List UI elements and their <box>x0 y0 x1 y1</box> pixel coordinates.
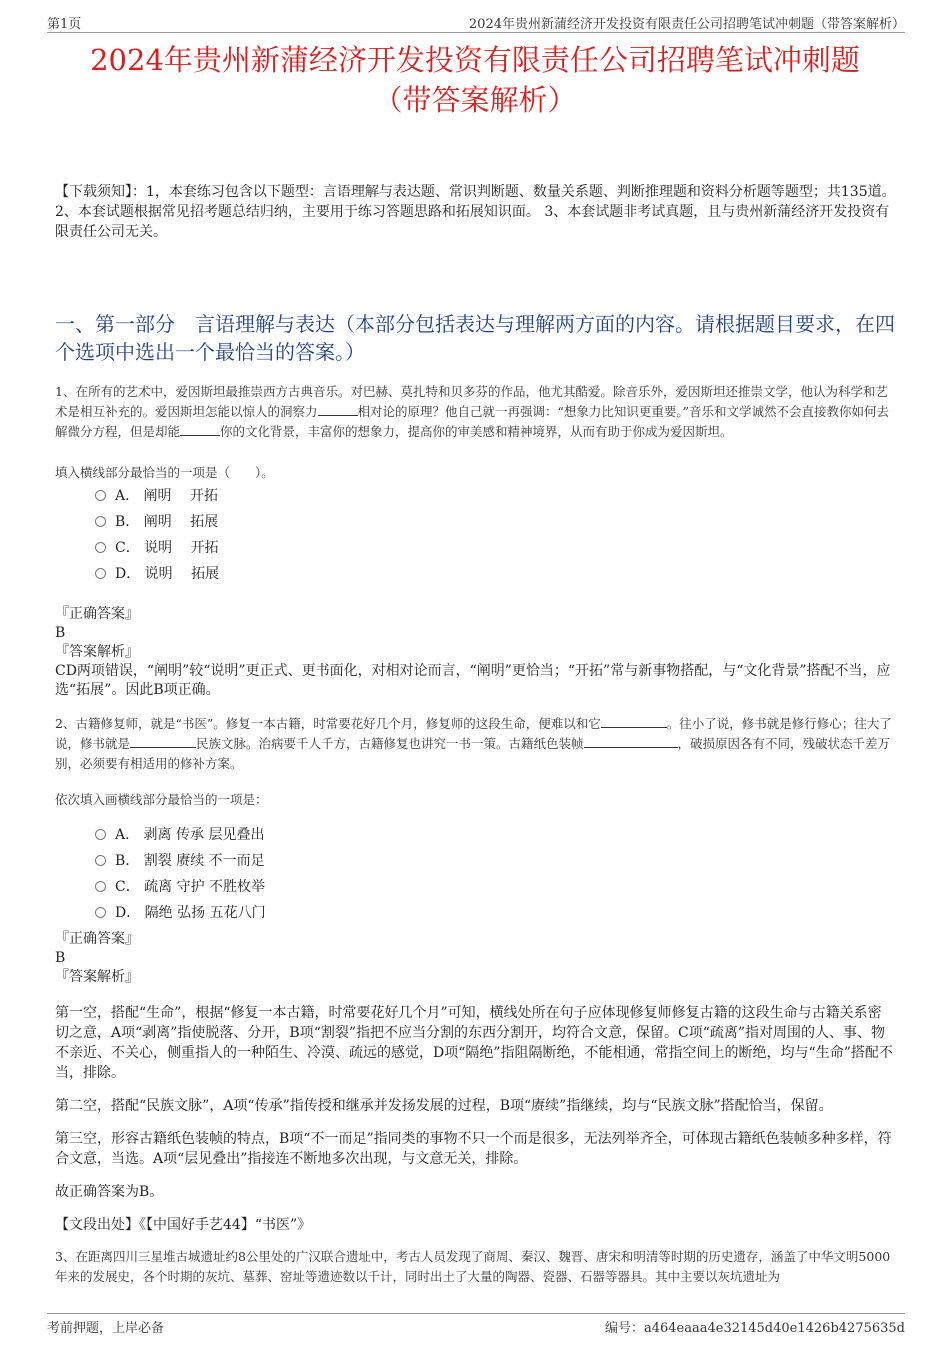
answer-label: 『正确答案』 <box>55 931 139 947</box>
document-title <box>40 40 910 120</box>
question-3-stem: 3、在距离四川三星堆古城遗址约8公里处的广汉联合遗址中，考古人员发现了商周、秦汉、魏晋、唐宋和明清等时期的历史遗存，涵盖了中华文明5000年来的发展史，各个时期的灰坑、墓葬、窑址等遗迹数以千计，同时出土了大量的陶器、瓷器、石器等器具。其中主要以灰坑遗址为 <box>55 1249 891 1284</box>
radio-icon[interactable] <box>95 829 106 840</box>
question-2-stem: 2、古籍修复师，就是“书医”。修复一本古籍，时常要花好几个月，修复师的这段生命，便难以和它 。往小了说，修书就是修行修心；往大了说，修书就是 民族文脉。治病要千人千方，古籍修复也讲究一书一策。古籍纸色装帧 ，破损原因各有不同，残破状态千差万别，必须要有相适用的修补方案。 <box>55 716 892 771</box>
option-c[interactable]: C． 说明 开拓 <box>95 537 495 563</box>
question-2-answer <box>55 930 900 987</box>
option-a[interactable]: A． 剥离 传承 层见叠出 <box>95 824 495 850</box>
footer-slogan: 考前押题，上岸必备 <box>47 1321 165 1336</box>
download-notice: 【下载须知】：1，本套练习包含以下题型：言语理解与表达题、常识判断题、数量关系题、判断推理题和资料分析题等题型；共135道。 2、本套试题根据常见招考题总结归纳，主要用于练习答题思路和拓展知识面。 3、本套试题非考试真题，且与贵州新蒲经济开发投资有限责任公司无关。 <box>55 184 896 240</box>
answer-blank <box>318 402 358 416</box>
question-2-prompt: 依次填入画横线部分最恰当的一项是： <box>55 792 268 807</box>
answer-value: B <box>55 625 66 641</box>
analysis-paragraph: 第一空，搭配“生命”，根据“修复一本古籍，时常要花好几个月”可知，横线处所在句子应体现修复师修复古籍的这段生命与古籍关系密切之意，A项“剥离”指使脱落、分开，B项“割裂”指把不应当分割的东西分割开，均符合文意，保留。C项“疏离”指对周围的人、事、物不亲近、不关心，侧重指人的一种陌生、冷漠、疏远的感觉，D项“隔绝”指阻隔断绝，不能相通，常指空间上的断绝，均与“生命”搭配不当，排除。 <box>55 1005 893 1081</box>
question-1-options <box>95 485 495 589</box>
answer-label: 『正确答案』 <box>55 606 139 622</box>
question-1-answer <box>55 605 900 700</box>
option-c[interactable]: C． 疏离 守护 不胜枚举 <box>95 876 495 902</box>
analysis-paragraph: 第三空，形容古籍纸色装帧的特点，B项“不一而足”指同类的事物不只一个而是很多，无法列举齐全，可体现古籍纸色装帧多种多样，符合文意，当选。A项“层见叠出”指接连不断地多次出现，与文意无关，排除。 <box>55 1131 892 1167</box>
answer-blank <box>584 734 678 748</box>
answer-value: B <box>55 950 66 966</box>
option-b[interactable]: B． 阐明 拓展 <box>95 511 495 537</box>
analysis-text: CD两项错误，“阐明”较“说明”更正式、更书面化，对相对论而言，“阐明”更恰当；“开拓”常与新事物搭配，与“文化背景”搭配不当，应选“拓展”。因此B项正确。 <box>55 663 891 698</box>
radio-icon[interactable] <box>95 568 106 579</box>
page-footer <box>47 1313 905 1334</box>
radio-icon[interactable] <box>95 516 106 527</box>
section-heading: 一、第一部分 言语理解与表达（本部分包括表达与理解两方面的内容。请根据题目要求，在四个选项中选出一个最恰当的答案。） <box>55 312 895 364</box>
option-b[interactable]: B． 割裂 赓续 不一而足 <box>95 850 495 876</box>
option-d[interactable]: D． 隔绝 弘扬 五花八门 <box>95 902 495 928</box>
question-2-options <box>95 824 495 928</box>
title-line-2: （带答案解析） <box>373 83 577 117</box>
answer-blank <box>601 714 667 728</box>
question-1-prompt: 填入横线部分最恰当的一项是（ ）。 <box>55 465 274 480</box>
answer-blank <box>130 734 196 748</box>
question-2-analysis <box>55 1003 895 1248</box>
radio-icon[interactable] <box>95 881 106 892</box>
page-header <box>47 10 905 33</box>
question-1-stem: 1、在所有的艺术中，爱因斯坦最推崇西方古典音乐。对巴赫、莫扎特和贝多芬的作品，他尤其酷爱。除音乐外，爱因斯坦还推崇文学，他认为科学和艺术是相互补充的。爱因斯坦怎能以惊人的洞察力 相对论的原理？他自己就一再强调：“想象力比知识更重要。”音乐和文学诚然不会直接教你如何去解微分方程，但是却能 你的文化背景，丰富你的想象力，提高你的审美感和精神境界，从而有助于你成为爱因斯坦。 <box>55 384 890 439</box>
analysis-label: 『答案解析』 <box>55 644 139 660</box>
radio-icon[interactable] <box>95 907 106 918</box>
radio-icon[interactable] <box>95 542 106 553</box>
analysis-paragraph: 第二空，搭配“民族文脉”，A项“传承”指传授和继承并发扬发展的过程，B项“赓续”指继续，均与“民族文脉”搭配恰当，保留。 <box>55 1098 833 1114</box>
analysis-paragraph: 故正确答案为B。 <box>55 1184 164 1200</box>
title-line-1: 2024年贵州新蒲经济开发投资有限责任公司招聘笔试冲刺题 <box>90 43 860 77</box>
radio-icon[interactable] <box>95 490 106 501</box>
answer-blank <box>180 422 220 436</box>
page-number: 第1页 <box>47 17 82 32</box>
radio-icon[interactable] <box>95 855 106 866</box>
option-d[interactable]: D． 说明 拓展 <box>95 563 495 589</box>
option-a[interactable]: A． 阐明 开拓 <box>95 485 495 511</box>
header-doc-title: 2024年贵州新蒲经济开发投资有限责任公司招聘笔试冲刺题（带答案解析） <box>468 17 905 32</box>
analysis-label: 『答案解析』 <box>55 969 139 985</box>
footer-code: 编号：a464eaaa4e32145d40e1426b4275635d <box>604 1321 905 1336</box>
source-citation: 【文段出处】《【中国好手艺44】“书医”》 <box>55 1217 312 1233</box>
